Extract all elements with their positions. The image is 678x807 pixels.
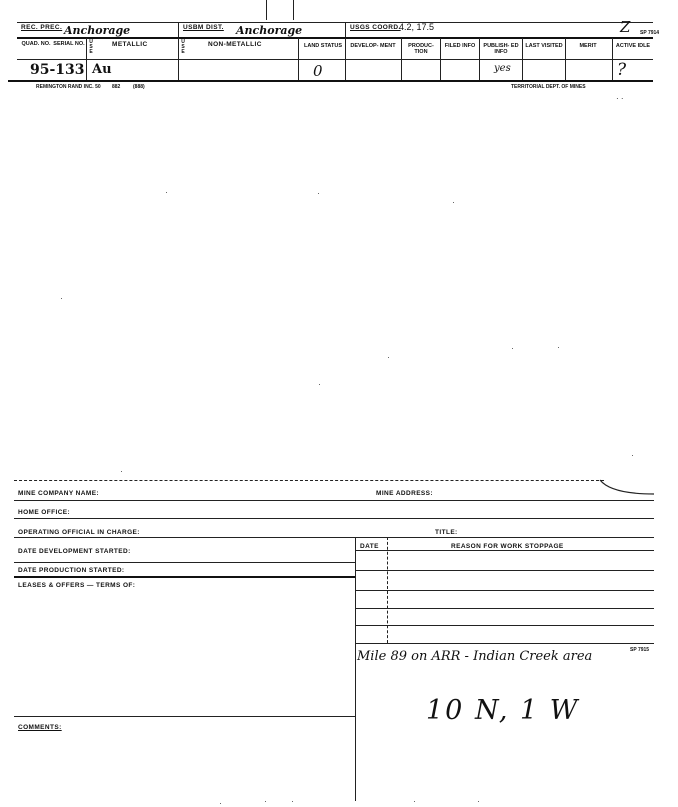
dev-started-label: DATE DEVELOPMENT STARTED: [18,548,131,555]
home-office-label: HOME OFFICE: [18,509,71,516]
printer-code-2: (888) [133,84,145,90]
usgs-coord-label: USGS COORD. [350,24,401,31]
title-label: TITLE: [435,529,458,536]
reason-label: REASON FOR WORK STOPPAGE [451,543,564,550]
dept-imprint: TERRITORIAL DEPT. OF MINES [511,84,586,90]
col-use-nonmetallic: U S E [181,39,185,55]
back-form-number: SP 7915 [630,647,650,653]
township-note: 10 N, 1 W [426,695,580,726]
prod-started-label: DATE PRODUCTION STARTED: [18,567,125,574]
corner-mark: Z [620,18,631,36]
quad-serial-value: 95-133 [30,62,85,78]
rec-prec-value: Anchorage [64,24,131,37]
mine-company-label: MINE COMPANY NAME: [18,490,99,497]
usbm-dist-value: Anchorage [236,24,303,37]
active-idle-value: ? [617,60,627,80]
date-label: DATE [360,543,379,550]
land-status-value: 0 [313,62,323,80]
usbm-dist-label: USBM DIST. [183,24,224,31]
col-merit: MERIT [579,43,597,49]
col-active-idle: ACTIVE IDLE [615,43,651,49]
published-info-value: yes [494,63,511,74]
side-mark: · · [616,94,624,103]
col-metallic: METALLIC [112,41,148,48]
printer-code-1: 882 [112,84,121,90]
col-quad-no: QUAD. NO. [21,41,51,47]
metallic-value: Au [92,62,112,77]
col-last-visited: LAST VISITED [525,43,563,49]
form-number: SP 7914 [640,30,660,36]
col-filed-info: FILED INFO [444,43,476,49]
col-serial-no: SERIAL NO. [53,41,85,47]
leases-label: LEASES & OFFERS — TERMS OF: [18,582,136,589]
usgs-coord-value: 4.2, 17.5 [399,22,435,32]
col-non-metallic: NON-METALLIC [208,41,262,48]
col-published-info: PUBLISH- ED INFO [483,43,519,55]
col-land-status: LAND STATUS [304,43,342,49]
rec-prec-label: REC. PREC. [21,24,63,31]
location-note: Mile 89 on ARR - Indian Creek area [357,649,593,664]
binder-mark-right [293,0,294,20]
torn-edge [598,474,656,498]
printer-imprint: REMINGTON RAND INC. 50 [36,84,101,90]
col-production: PRODUC- TION [408,43,434,55]
col-use-metallic: U S E [89,39,93,55]
col-development: DEVELOP- MENT [350,43,396,49]
mine-address-label: MINE ADDRESS: [376,490,433,497]
operating-official-label: OPERATING OFFICIAL IN CHARGE: [18,529,140,536]
comments-label: COMMENTS: [18,724,62,731]
binder-mark-left [266,0,267,20]
